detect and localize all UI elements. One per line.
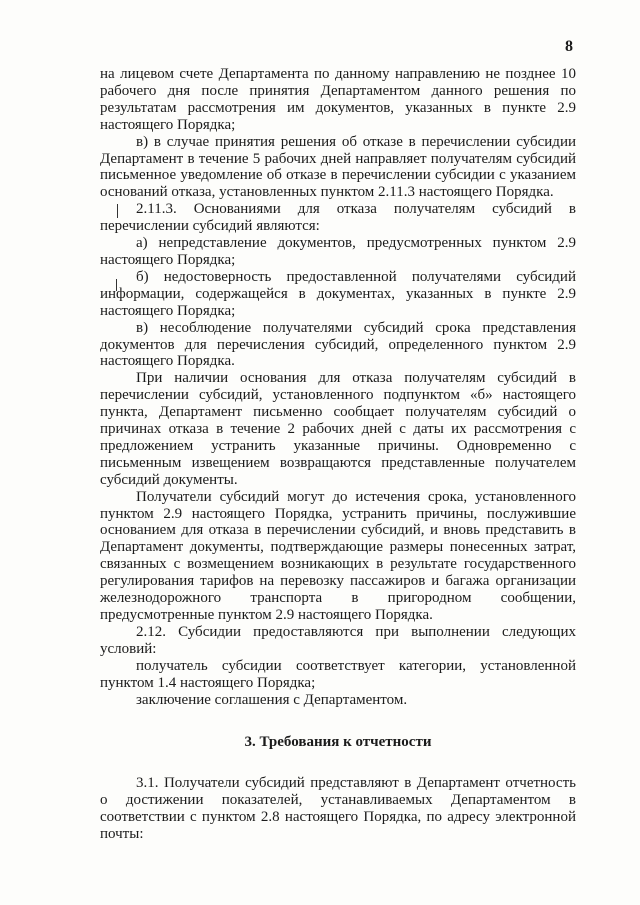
page-number: 8 (565, 38, 573, 55)
paragraph: 2.11.3. Основаниями для отказа получателям субсидий в перечислении субсидий являются: (100, 201, 576, 235)
paragraph: в) в случае принятия решения об отказе в перечислении субсидии Департамент в течение 5 рабочих дней направляет получателям субсидий письменное уведомление об отказе в перечислении субсидии с указанием оснований отказа, установленных пунктом 2.11.3 настоящего Порядка. (100, 133, 576, 201)
paragraph: на лицевом счете Департамента по данному направлению не позднее 10 рабочего дня после принятия Департаментом данного решения по результатам рассмотрения им документов, указанных в пункте 2.9 настоящего Порядка; (100, 66, 576, 133)
paragraph: Получатели субсидий могут до истечения срока, установленного пунктом 2.9 настоящего Порядка, устранить причины, послужившие основанием для отказа в перечислении субсидий, и вновь представить в Департамент документы, подтверждающие размеры понесенных затрат, связанных с возмещением возникающих в результате государственного регулирования тарифов на перевозку пассажиров и багажа организации железнодорожного транспорта в пригородном сообщении, предусмотренные пунктом 2.9 настоящего Порядка. (100, 488, 576, 623)
paragraph: 2.12. Субсидии предоставляются при выполнении следующих условий: (100, 623, 576, 657)
paragraph: б) недостоверность предоставленной получателями субсидий информации, содержащейся в документах, указанных в пункте 2.9 настоящего Порядка; (100, 268, 576, 319)
paragraph: в) несоблюдение получателями субсидий срока представления документов для перечисления субсидий, определенного пунктом 2.9 настоящего Порядка. (100, 319, 576, 370)
paragraph: получатель субсидии соответствует категории, установленной пунктом 1.4 настоящего Порядка; (100, 657, 576, 691)
paragraph: а) непредставление документов, предусмотренных пунктом 2.9 настоящего Порядка; (100, 235, 576, 268)
paragraph: заключение соглашения с Департаментом. (136, 691, 408, 708)
paragraph: При наличии основания для отказа получателям субсидий в перечислении субсидий, установленного подпунктом «б» настоящего пункта, Департамент письменно сообщает получателям субсидий о причинах отказа в течение 2 рабочих дней с даты их рассмотрения с предложением устранить указанные причины. Одновременно с письменным извещением возвращаются представленные получателем субсидий документы. (100, 370, 576, 488)
paragraph: 3.1. Получатели субсидий представляют в Департамент отчетность о достижении показателей, устанавливаемых Департаментом в соответствии с пунктом 2.8 настоящего Порядка, по адресу электронной почты: (100, 775, 576, 843)
document-body (100, 66, 576, 843)
section-heading: 3. Требования к отчетности (244, 734, 432, 751)
